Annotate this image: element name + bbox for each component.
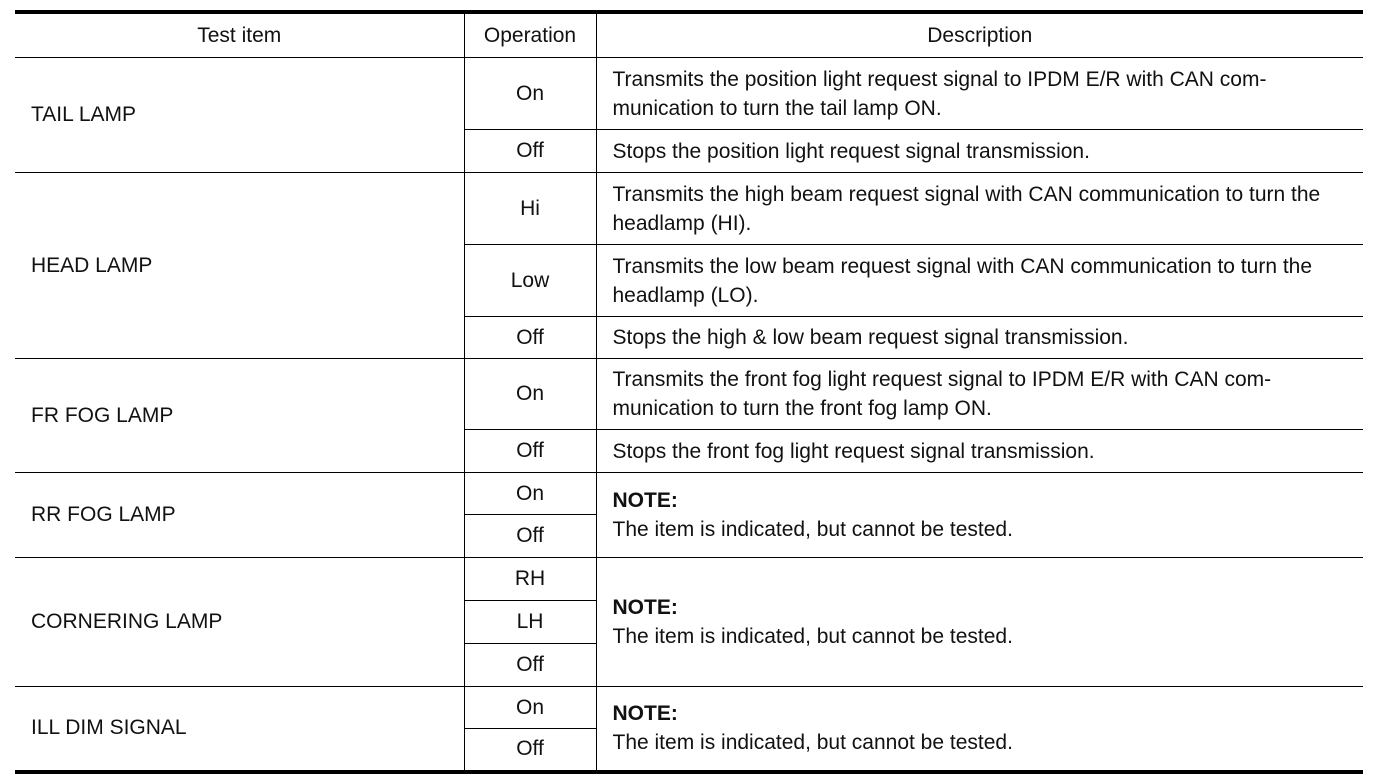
description-cell: Transmits the high beam request signal with CAN communication to turn the headlamp (HI). [596, 173, 1363, 245]
test-item-fr-fog-lamp: FR FOG LAMP [15, 359, 464, 473]
description-cell: Transmits the position light request signal to IPDM E/R with CAN com-munication to turn the tail lamp ON. [596, 58, 1363, 130]
note-text: The item is indicated, but cannot be tested. [612, 625, 1013, 648]
table-row [15, 173, 1363, 245]
description-cell: Stops the position light request signal transmission. [596, 130, 1363, 173]
description-cell: Transmits the front fog light request signal to IPDM E/R with CAN com-munication to turn the front fog lamp ON. [596, 359, 1363, 430]
header-test-item: Test item [15, 12, 464, 58]
table-row [15, 58, 1363, 130]
table-row [15, 359, 1363, 430]
operation-cell: Off [464, 729, 596, 772]
description-cell: Stops the front fog light request signal transmission. [596, 430, 1363, 473]
note-text: The item is indicated, but cannot be tested. [612, 731, 1013, 755]
operation-cell: On [464, 687, 596, 729]
test-item-table [15, 10, 1363, 774]
operation-cell: Off [464, 430, 596, 473]
test-item-ill-dim-signal: ILL DIM SIGNAL [15, 687, 464, 772]
operation-cell: Hi [464, 173, 596, 245]
note-cell [596, 687, 1363, 772]
test-item-table-container [15, 10, 1363, 774]
operation-cell: Off [464, 317, 596, 359]
operation-cell: RH [464, 558, 596, 601]
test-item-tail-lamp: TAIL LAMP [15, 58, 464, 173]
operation-cell: LH [464, 601, 596, 644]
test-item-cornering-lamp: CORNERING LAMP [15, 558, 464, 687]
operation-cell: On [464, 473, 596, 515]
note-title: NOTE: [612, 489, 678, 512]
description-cell: Stops the high & low beam request signal transmission. [596, 317, 1363, 359]
note-title: NOTE: [612, 596, 678, 619]
note-text: The item is indicated, but cannot be tested. [612, 518, 1013, 541]
note-cell [596, 473, 1363, 558]
test-item-rr-fog-lamp: RR FOG LAMP [15, 473, 464, 558]
table-row [15, 558, 1363, 601]
test-item-head-lamp: HEAD LAMP [15, 173, 464, 359]
operation-cell: On [464, 359, 596, 430]
header-row [15, 12, 1363, 58]
description-cell: Transmits the low beam request signal with CAN communication to turn the headlamp (LO). [596, 245, 1363, 317]
note-title: NOTE: [612, 702, 678, 726]
operation-cell: On [464, 58, 596, 130]
operation-cell: Off [464, 644, 596, 687]
header-description: Description [596, 12, 1363, 58]
operation-cell: Off [464, 130, 596, 173]
operation-cell: Low [464, 245, 596, 317]
operation-cell: Off [464, 515, 596, 558]
note-cell [596, 558, 1363, 687]
table-row [15, 473, 1363, 515]
header-operation: Operation [464, 12, 596, 58]
table-row [15, 687, 1363, 729]
